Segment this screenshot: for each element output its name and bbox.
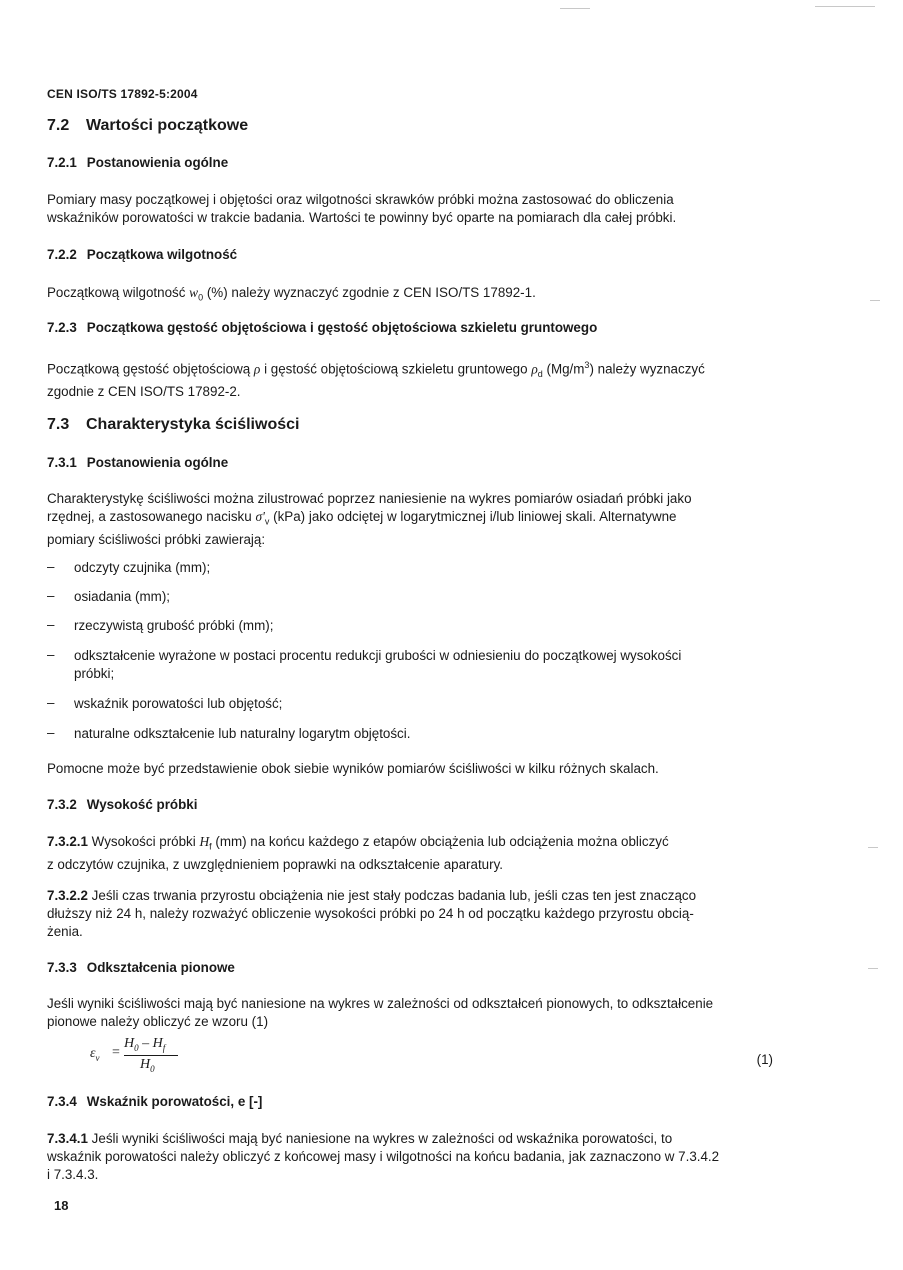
paragraph-7-2-2	[47, 284, 774, 307]
section-title: Charakterystyka ściśliwości	[86, 416, 300, 433]
subsection-number: 7.3.2	[47, 797, 77, 812]
subsection-number: 7.2.2	[47, 247, 77, 262]
list-dash: –	[47, 617, 55, 632]
symbol-epsilon: ε	[90, 1046, 96, 1061]
paragraph-7-3-1	[47, 490, 774, 549]
subsection-number: 7.3.1	[47, 455, 77, 470]
text-line: i 7.3.4.3.	[47, 1167, 99, 1182]
section-heading-7-3	[47, 416, 299, 434]
document-id: CEN ISO/TS 17892-5:2004	[47, 87, 198, 101]
text-line: Pomiary masy początkowej i objętości oraz wilgotności skrawków próbki można zastosować do obliczenia	[47, 192, 674, 207]
text-run: (mm) na końcu każdego z etapów obciążenia lub odciążenia można obliczyć	[211, 834, 669, 849]
list-item: naturalne odkształcenie lub naturalny logarytm objętości.	[74, 726, 411, 741]
subsection-heading-7-2-2	[47, 247, 237, 262]
paragraph: Pomocne może być przedstawienie obok siebie wyników pomiarów ściśliwości w kilku różnych skalach.	[47, 761, 659, 776]
formula-1	[90, 1036, 210, 1076]
paragraph-7-3-3	[47, 995, 774, 1031]
subsection-number: 7.3.3	[47, 960, 77, 975]
subscript: 0	[134, 1042, 139, 1053]
text-line	[47, 356, 774, 383]
subsection-heading-7-3-4	[47, 1094, 262, 1109]
subscript: v	[264, 516, 270, 527]
paragraph-7-2-1	[47, 191, 774, 227]
text-line: żenia.	[47, 924, 83, 939]
scan-artifact	[560, 8, 590, 9]
symbol-w: w	[189, 285, 199, 300]
subscript: f	[162, 1042, 166, 1053]
text-line: pomiary ściśliwości próbki zawierają:	[47, 531, 266, 547]
subsection-title: Początkowa wilgotność	[86, 247, 238, 262]
text-run: ) należy wyznaczyć	[589, 361, 705, 377]
subsection-title: Postanowienia ogólne	[86, 155, 229, 170]
formula-denominator	[140, 1057, 155, 1074]
subsection-heading-7-3-1	[47, 455, 228, 470]
list-item: wskaźnik porowatości lub objętość;	[74, 696, 283, 711]
subsection-heading-7-2-3	[47, 320, 597, 335]
text-run: (kPa) jako odciętej w logarytmicznej i/lub liniowej skali. Alternatywne	[269, 509, 677, 524]
subscript: v	[95, 1052, 100, 1063]
text-run: rzędnej, a zastosowanego nacisku	[47, 509, 256, 524]
subsection-number: 7.3.4	[47, 1094, 77, 1109]
subsection-title: Wysokość próbki	[86, 797, 198, 812]
paragraph-number: 7.3.2.1	[47, 834, 88, 849]
text-line: wskaźników porowatości w trakcie badania. Wartości te powinny być oparte na pomiarach dla całej próbki.	[47, 210, 677, 225]
fraction-bar	[124, 1055, 178, 1056]
text-run: (%) należy wyznaczyć zgodnie z CEN ISO/TS 17892-1.	[203, 285, 536, 300]
list-dash: –	[47, 695, 55, 710]
text-line: dłuższy niż 24 h, należy rozważyć obliczenie wysokości próbki po 24 h od początku każdego przyrostu obcią-	[47, 906, 694, 921]
text-line: odkształcenie wyrażone w postaci procentu redukcji grubości w odniesieniu do początkowej wysokości	[74, 648, 682, 663]
text-run: Początkową wilgotność	[47, 285, 190, 300]
subscript: f	[209, 841, 212, 852]
subsection-number: 7.2.3	[47, 320, 77, 335]
text-line	[47, 833, 774, 856]
text-line: Charakterystykę ściśliwości można zilustrować poprzez naniesienie na wykres pomiarów osiadań próbki jako	[47, 491, 692, 506]
paragraph-7-3-2-2	[47, 887, 774, 941]
formula-lhs	[90, 1046, 100, 1063]
subscript: d	[537, 369, 543, 380]
text-line: z odczytów czujnika, z uwzględnieniem poprawki na odkształcenie aparatury.	[47, 856, 504, 872]
section-heading-7-2	[47, 117, 248, 135]
subsection-title: Odkształcenia pionowe	[86, 960, 235, 975]
subscript: 0	[150, 1063, 155, 1074]
scan-artifact	[870, 300, 880, 301]
list-dash: –	[47, 725, 55, 740]
text-run: Wysokości próbki	[87, 834, 200, 849]
subsection-number: 7.2.1	[47, 155, 77, 170]
scan-artifact	[815, 6, 875, 7]
text-line	[47, 1130, 774, 1148]
list-dash: –	[47, 588, 55, 603]
list-item	[74, 647, 774, 683]
scan-artifact	[868, 968, 878, 969]
symbol-h: H	[124, 1036, 135, 1051]
section-title: Wartości początkowe	[86, 117, 249, 134]
paragraph-7-3-2-1	[47, 833, 774, 874]
text-line: próbki;	[74, 666, 115, 681]
subsection-heading-7-2-1	[47, 155, 228, 170]
list-dash: –	[47, 647, 55, 662]
equals-sign: =	[112, 1045, 120, 1060]
page-number: 18	[54, 1198, 69, 1213]
section-number: 7.3	[47, 416, 70, 433]
symbol-h: H	[199, 834, 210, 849]
paragraph-7-3-4-1	[47, 1130, 774, 1184]
subsection-title: Wskaźnik porowatości, e [-]	[86, 1094, 263, 1109]
paragraph-7-2-3	[47, 356, 774, 401]
text-run: i gęstość objętościową szkieletu gruntowego	[260, 361, 532, 377]
symbol-rho: ρ	[531, 361, 538, 377]
minus-sign: –	[138, 1036, 153, 1051]
superscript: 3	[584, 360, 590, 370]
text-line	[47, 887, 774, 905]
symbol-h: H	[140, 1057, 151, 1072]
subsection-title: Postanowienia ogólne	[86, 455, 229, 470]
paragraph-number: 7.3.4.1	[47, 1131, 88, 1146]
paragraph-number: 7.3.2.2	[47, 888, 88, 903]
scan-artifact	[868, 847, 878, 848]
equation-number: (1)	[756, 1052, 773, 1067]
list-dash: –	[47, 559, 55, 574]
text-run: (Mg/m	[542, 361, 585, 377]
section-number: 7.2	[47, 117, 70, 134]
text-line: wskaźnik porowatości należy obliczyć z końcowej masy i wilgotności na końcu badania, jak zaznaczono w 7.3.4.2	[47, 1149, 720, 1164]
text-run: Początkową gęstość objętościową	[47, 361, 254, 377]
text-line: zgodnie z CEN ISO/TS 17892-2.	[47, 384, 241, 400]
symbol-sigma: σ'	[255, 509, 265, 524]
list-item: osiadania (mm);	[74, 589, 170, 604]
subsection-heading-7-3-3	[47, 960, 235, 975]
symbol-h: H	[152, 1036, 163, 1051]
list-item: odczyty czujnika (mm);	[74, 560, 211, 575]
text-run: Jeśli wyniki ściśliwości mają być naniesione na wykres w zależności od wskaźnika porowatości, to	[87, 1131, 673, 1146]
subsection-heading-7-3-2	[47, 797, 197, 812]
symbol-rho: ρ	[253, 361, 261, 377]
text-line	[47, 508, 774, 531]
subsection-title: Początkowa gęstość objętościowa i gęstość objętościowa szkieletu gruntowego	[86, 320, 598, 335]
text-line: pionowe należy obliczyć ze wzoru (1)	[47, 1014, 269, 1029]
formula-numerator	[124, 1036, 165, 1053]
text-line: Jeśli wyniki ściśliwości mają być naniesione na wykres w zależności od odkształceń pionowych, to odkształcenie	[47, 996, 714, 1011]
list-item: rzeczywistą grubość próbki (mm);	[74, 618, 274, 633]
text-run: Jeśli czas trwania przyrostu obciążenia nie jest stały podczas badania lub, jeśli czas ten jest znacząco	[87, 888, 697, 903]
subscript: 0	[198, 292, 204, 303]
